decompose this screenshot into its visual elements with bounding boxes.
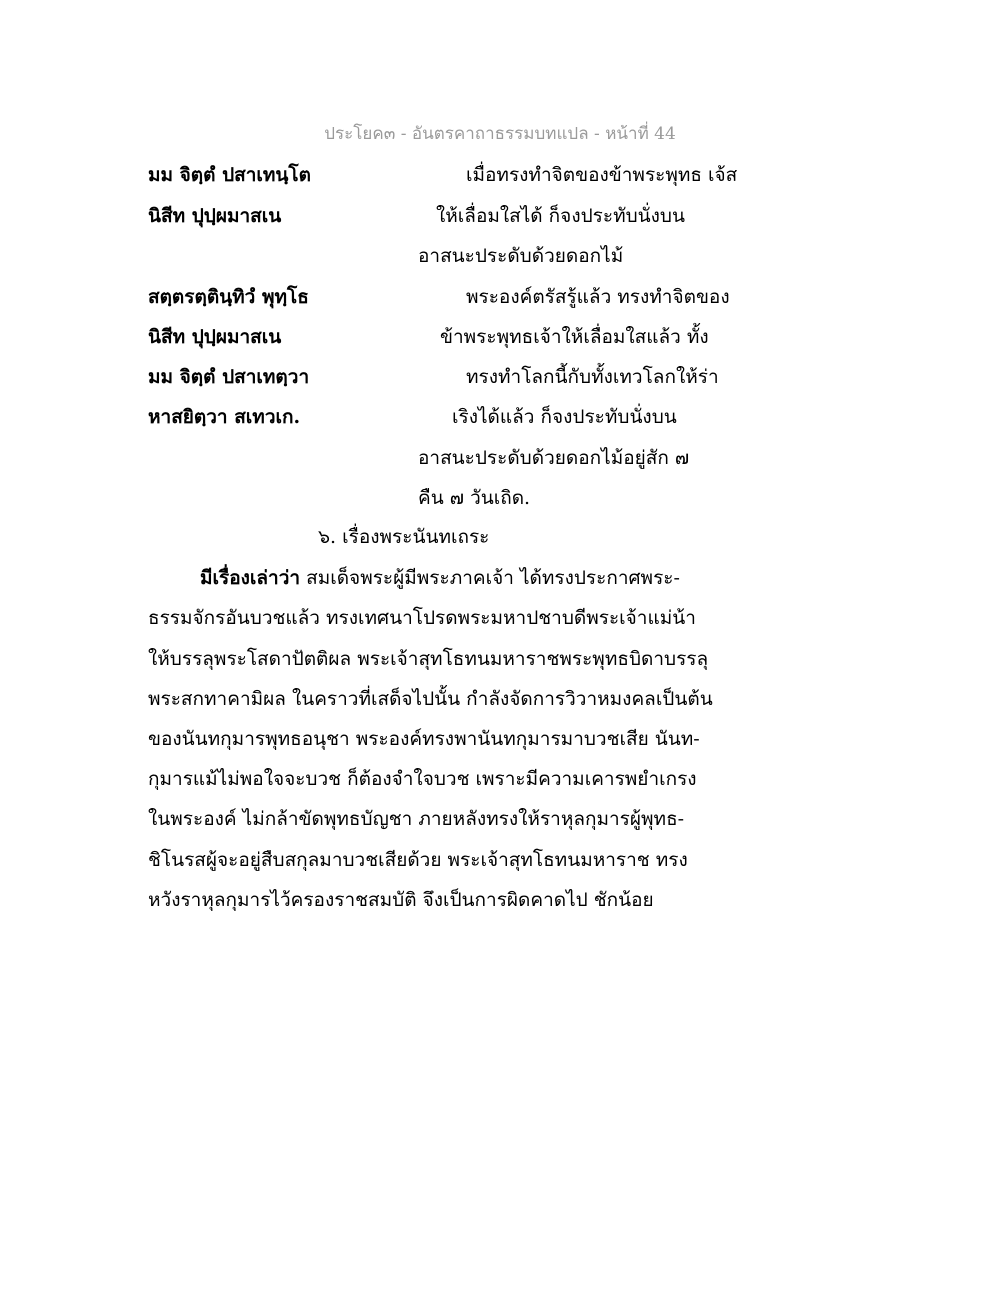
verse-thai-line: ทรงทำโลกนี้กับทั้งเทวโลกให้ร่า [466,366,719,388]
verse-thai-line: พระองค์ตรัสรู้แล้ว ทรงทำจิตของ [466,286,730,308]
paragraph-line: ให้บรรลุพระโสดาปัตติผล พระเจ้าสุทโธทนมหาราชพระพุทธบิดาบรรลุ [148,648,709,670]
paragraph-line: ธรรมจักรอันบวชแล้ว ทรงเทศนาโปรดพระมหาปชาบดีพระเจ้าแม่น้า [148,607,696,629]
verse-thai-line: อาสนะประดับด้วยดอกไม้ [418,245,624,267]
section-title: ๖. เรื่องพระนันทเถระ [318,526,490,548]
verse-pali-line: มม จิตฺตํ ปสาเทตฺวา [148,366,310,388]
paragraph-line: ชิโนรสผู้จะอยู่สืบสกุลมาบวชเสียด้วย พระเจ้าสุทโธทนมหาราช ทรง [148,849,688,871]
paragraph-first-line [200,565,680,591]
paragraph-lead: มีเรื่องเล่าว่า [200,567,301,589]
paragraph-line: ในพระองค์ ไม่กล้าขัดพุทธบัญชา ภายหลังทรงให้ราหุลกุมารผู้พุทธ- [148,808,685,830]
page-header: ประโยค๓ - อันตรคาถาธรรมบทแปล - หน้าที่ 44 [324,124,676,144]
verse-pali-line: นิสีท ปุปฺผมาสเน [148,326,282,348]
paragraph-line: หวังราหุลกุมารไว้ครองราชสมบัติ จึงเป็นการผิดคาดไป ชักน้อย [148,889,654,911]
paragraph-line: พระสกทาคามิผล ในคราวที่เสด็จไปนั้น กำลังจัดการวิวาหมงคลเป็นต้น [148,688,713,710]
verse-pali-line: สตฺตรตฺตินฺทิวํ พุทฺโธ [148,286,309,308]
paragraph-line: ของนันทกุมารพุทธอนุชา พระองค์ทรงพานันทกุมารมาบวชเสีย นันท- [148,728,700,750]
verse-thai-line: ข้าพระพุทธเจ้าให้เลื่อมใสแล้ว ทั้ง [440,326,709,348]
verse-thai-line: อาสนะประดับด้วยดอกไม้อยู่สัก ๗ [418,447,690,469]
verse-thai-line: เริงได้แล้ว ก็จงประทับนั่งบน [452,406,677,428]
verse-pali-line: นิสีท ปุปฺผมาสเน [148,205,282,227]
verse-thai-line: เมื่อทรงทำจิตของข้าพระพุทธ เจ้ส [466,164,738,186]
paragraph-first-line-text: สมเด็จพระผู้มีพระภาคเจ้า ได้ทรงประกาศพระ- [300,567,680,589]
verse-pali-line: หาสยิตฺวา สเทวเก. [148,406,301,428]
verse-thai-line: คืน ๗ วันเถิด. [418,487,531,509]
paragraph-line: กุมารแม้ไม่พอใจจะบวช ก็ต้องจำใจบวช เพราะมีความเคารพยำเกรง [148,768,697,790]
verse-pali-line: มม จิตฺตํ ปสาเทนฺโต [148,164,311,186]
verse-thai-line: ให้เลื่อมใสได้ ก็จงประทับนั่งบน [436,205,685,227]
